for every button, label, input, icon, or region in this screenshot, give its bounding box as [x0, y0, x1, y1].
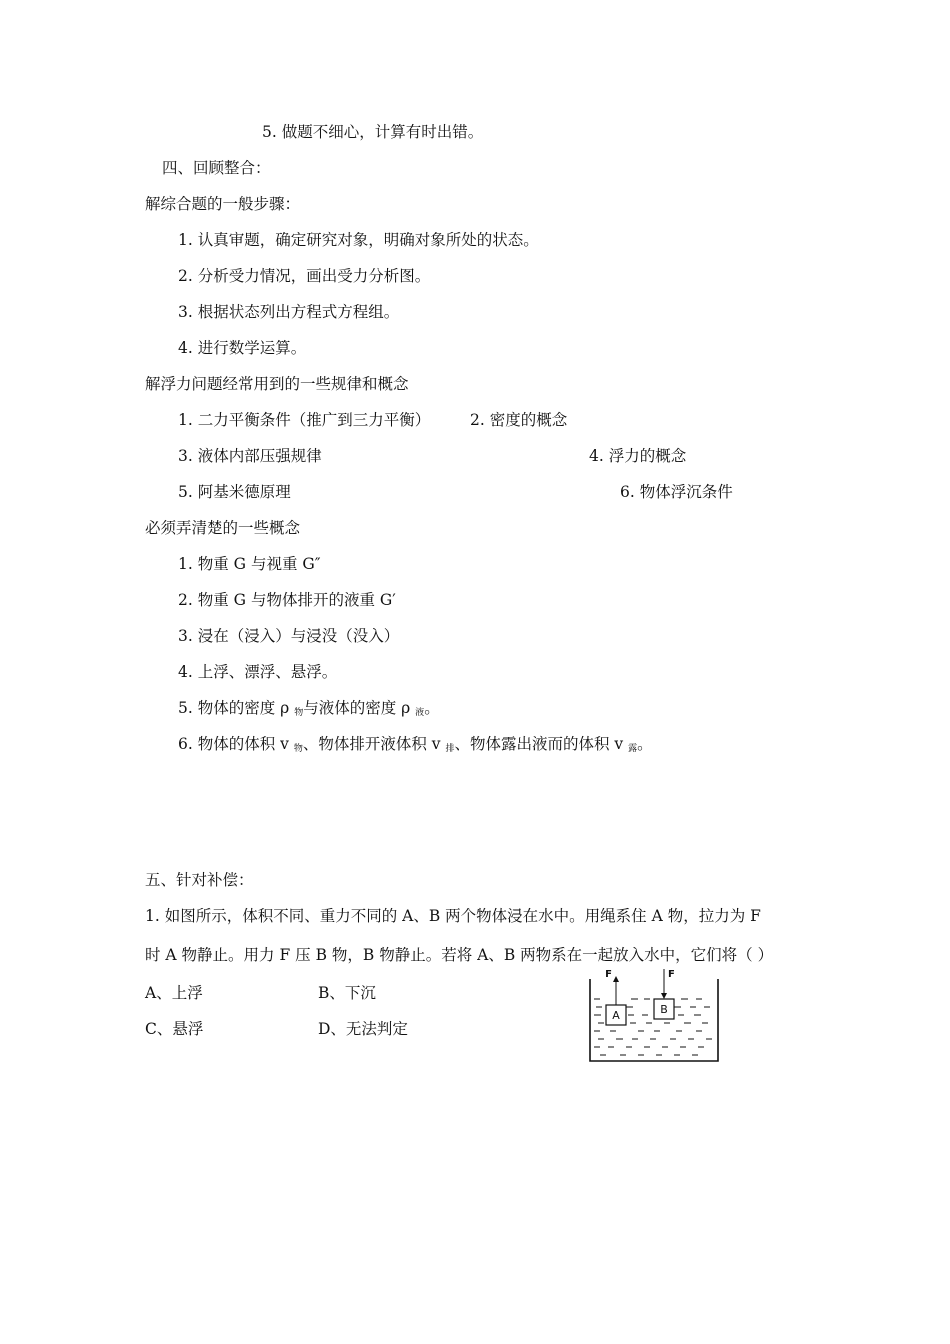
buoyancy-figure: [586, 965, 726, 1065]
list-item: 3. 根据状态列出方程式方程组。: [178, 303, 400, 321]
section-heading: 四、回顾整合：: [162, 159, 271, 177]
text-segment: 与液体的密度 ρ: [303, 699, 416, 717]
force-a-label: F: [605, 969, 612, 980]
section-heading: 五、针对补偿：: [145, 871, 254, 889]
list-item: 6. 物体浮沉条件: [620, 483, 733, 501]
option-d: D、无法判定: [318, 1020, 408, 1038]
text-segment: 。: [637, 735, 653, 753]
list-item: 2. 分析受力情况，画出受力分析图。: [178, 267, 431, 285]
option-c: C、悬浮: [145, 1020, 204, 1038]
subscript: 液: [415, 708, 425, 718]
text-segment: 5. 物体的密度 ρ: [178, 699, 295, 717]
list-item: 2. 密度的概念: [470, 411, 568, 429]
list-item: 2. 物重 G 与物体排开的液重 G′: [178, 591, 396, 609]
question-text: 1. 如图所示，体积不同、重力不同的 A、B 两个物体浸在水中。用绳系住 A 物，拉力为 F: [145, 907, 761, 925]
list-item: [178, 734, 653, 759]
subscript: 露: [628, 744, 638, 754]
subscript: 物: [294, 708, 304, 718]
subscript: 物: [293, 744, 303, 754]
list-item: 5. 阿基米德原理: [178, 483, 291, 501]
text-segment: 6. 物体的体积 v: [178, 735, 294, 753]
list-item: 4. 进行数学运算。: [178, 339, 307, 357]
force-b-label: F: [668, 969, 675, 980]
list-item: 4. 浮力的概念: [589, 447, 687, 465]
object-b-label: B: [660, 1003, 668, 1016]
list-item: 3. 液体内部压强规律: [178, 447, 322, 465]
list-item: 3. 浸在（浸入）与浸没（没入）: [178, 627, 400, 645]
list-item: 5. 做题不细心，计算有时出错。: [262, 123, 484, 141]
text-segment: 、物体露出液而的体积 v: [454, 735, 629, 753]
subheading: 解浮力问题经常用到的一些规律和概念: [145, 375, 409, 393]
option-b: B、下沉: [318, 984, 376, 1002]
option-a: A、上浮: [145, 984, 203, 1002]
list-item: 4. 上浮、漂浮、悬浮。: [178, 663, 338, 681]
object-a-label: A: [612, 1009, 620, 1022]
text-segment: 、物体排开液体积 v: [302, 735, 446, 753]
list-item: 1. 物重 G 与视重 G″: [178, 555, 321, 573]
subscript: 排: [445, 744, 455, 754]
text-segment: 。: [424, 699, 440, 717]
question-text: 时 A 物静止。用力 F 压 B 物，B 物静止。若将 A、B 两物系在一起放入水中，它们将（ ）: [145, 946, 774, 964]
subheading: 必须弄清楚的一些概念: [145, 519, 301, 537]
list-item: 1. 认真审题，确定研究对象，明确对象所处的状态。: [178, 231, 539, 249]
subheading: 解综合题的一般步骤：: [145, 195, 301, 213]
list-item: [178, 698, 440, 723]
list-item: 1. 二力平衡条件（推广到三力平衡）: [178, 411, 431, 429]
